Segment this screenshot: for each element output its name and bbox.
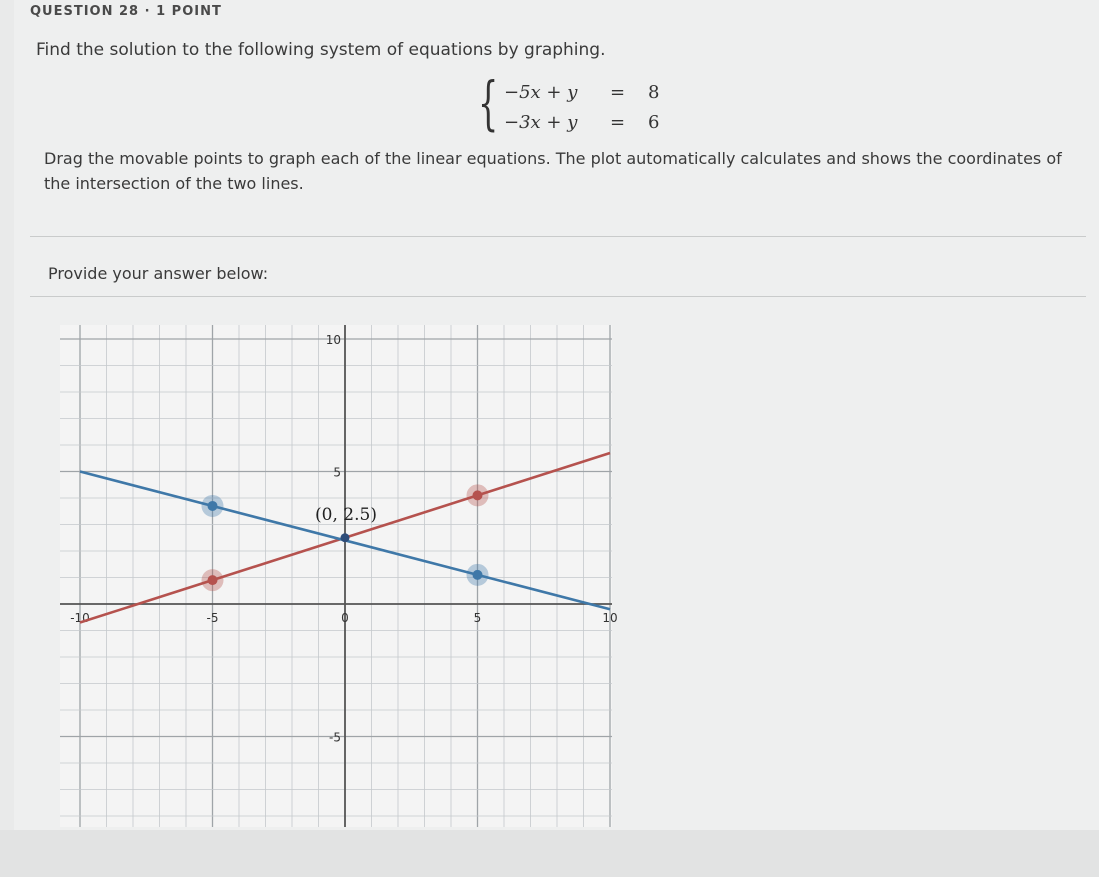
question-prompt: Find the solution to the following system of equations by graphing.: [36, 40, 606, 60]
graph-container[interactable]: [60, 325, 618, 827]
movable-point-blue[interactable]: [473, 570, 483, 580]
equation-1-rhs: 8: [648, 82, 660, 103]
equation-system: [478, 69, 660, 140]
y-tick-label: -5: [329, 730, 341, 745]
y-tick-label: 5: [333, 465, 341, 480]
equation-2-rhs: 6: [648, 112, 660, 133]
x-tick-label: 0: [341, 611, 349, 625]
x-tick-label: -10: [70, 611, 90, 625]
movable-point-blue[interactable]: [208, 501, 218, 511]
equation-2-lhs: −3x + y: [504, 112, 578, 133]
equation-1-equals: =: [610, 82, 626, 103]
x-tick-label: -5: [206, 611, 219, 625]
equation-1-lhs: −5x + y: [504, 82, 578, 103]
y-tick-label: 10: [325, 333, 341, 347]
instructions-text: Drag the movable points to graph each of the linear equations. The plot automatically calculates and shows the coordinates of the intersection of the two lines.: [44, 149, 1062, 193]
answer-label: Provide your answer below:: [48, 264, 269, 283]
brace-symbol: {: [478, 69, 499, 137]
graph-background: [60, 325, 612, 827]
intersection-label: (0, 2.5): [315, 504, 377, 525]
question-header: QUESTION 28 · 1 POINT: [30, 4, 222, 19]
equation-2-equals: =: [610, 112, 626, 133]
movable-point-red[interactable]: [208, 575, 218, 585]
x-tick-label: 10: [602, 611, 618, 625]
x-tick-label: 5: [473, 611, 482, 625]
page-footer-area: [0, 830, 1099, 877]
intersection-point: [341, 533, 350, 542]
divider: [30, 236, 1086, 237]
graph-plot[interactable]: [60, 325, 618, 827]
divider: [30, 296, 1086, 297]
movable-point-red[interactable]: [473, 490, 483, 500]
